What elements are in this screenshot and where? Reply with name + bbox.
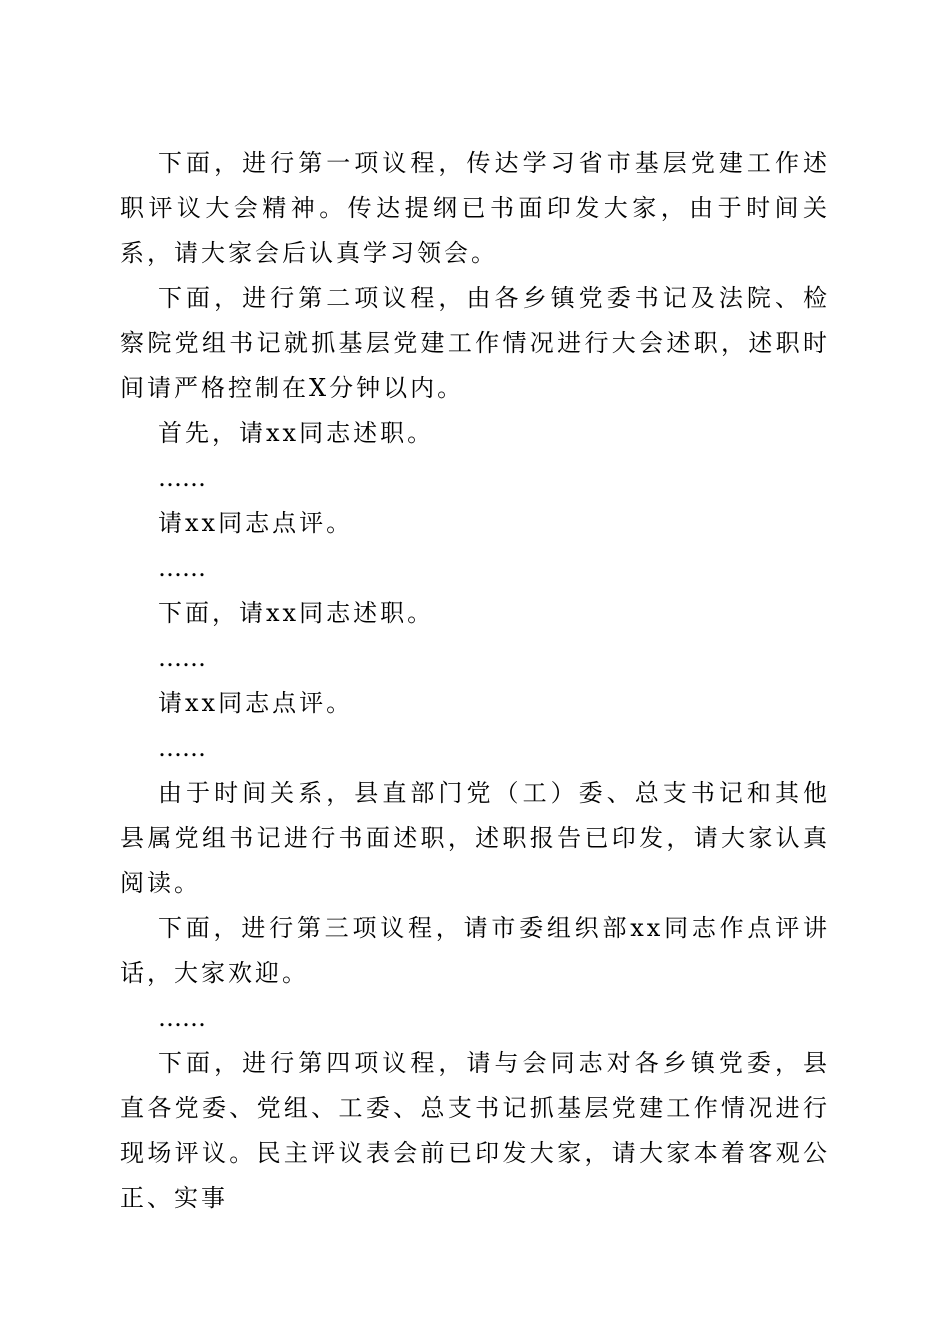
paragraph-agenda-3: 下面，进行第三项议程，请市委组织部xx同志作点评讲话，大家欢迎。 (120, 914, 830, 987)
paragraph-agenda-1: 下面，进行第一项议程，传达学习省市基层党建工作述职评议大会精神。传达提纲已书面印发大家，由于时间关系，请大家会后认真学习领会。 (120, 149, 830, 267)
ellipsis-line: …… (158, 644, 206, 672)
paragraph-agenda-4: 下面，进行第四项议程，请与会同志对各乡镇党委，县直各党委、党组、工委、总支书记抓基层党建工作情况进行现场评议。民主评议表会前已印发大家，请大家本着客观公正、实事 (120, 1049, 830, 1212)
paragraph-second-report: 下面，请xx同志述职。 (158, 599, 435, 627)
paragraph-second-comment: 请xx同志点评。 (158, 689, 354, 717)
paragraph-written-reports: 由于时间关系，县直部门党（工）委、总支书记和其他县属党组书记进行书面述职，述职报告已印发，请大家认真阅读。 (120, 779, 830, 897)
ellipsis-line: …… (158, 464, 206, 492)
ellipsis-line: …… (158, 554, 206, 582)
paragraph-first-report: 首先，请xx同志述职。 (158, 419, 435, 447)
ellipsis-line: …… (158, 1004, 206, 1032)
paragraph-agenda-2: 下面，进行第二项议程，由各乡镇党委书记及法院、检察院党组书记就抓基层党建工作情况进行大会述职，述职时间请严格控制在X分钟以内。 (120, 284, 830, 402)
ellipsis-line: …… (158, 734, 206, 762)
document-body (120, 141, 830, 1221)
paragraph-first-comment: 请xx同志点评。 (158, 509, 354, 537)
